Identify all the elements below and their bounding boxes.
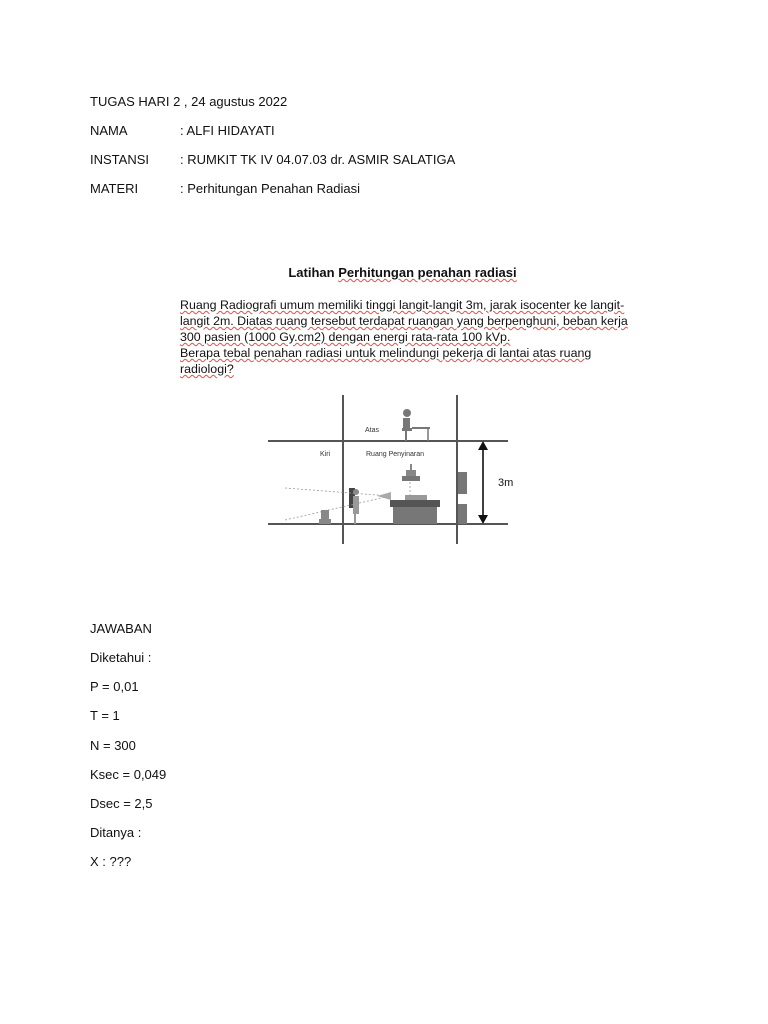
answer-heading: JAWABAN [90,621,152,636]
known-label: Diketahui : [90,650,152,665]
task-title: TUGAS HARI 2 , 24 agustus 2022 [90,94,288,109]
known-item-dsec: Dsec = 2,5 [90,796,153,811]
label-ruang-penyinaran: Ruang Penyinaran [366,451,424,458]
problem-line: radiologi? [180,362,234,376]
control-cabinet-icon [458,472,467,524]
upstairs-worker-icon [402,409,430,441]
exercise-title [180,265,625,281]
problem-line: langit 2m. Diatas ruang tersebut terdapat ruangan yang berpenghuni, beban kerja [180,314,628,328]
known-item-t: T = 1 [90,708,120,723]
problem-line: Berapa tebal penahan radiasi untuk melindungi pekerja di lantai atas ruang [180,346,592,360]
field-value-nama: : ALFI HIDAYATI [180,123,275,138]
room-cross-section-diagram [265,392,525,547]
known-item-ksec: Ksec = 0,049 [90,767,167,782]
label-atas: Atas [365,427,380,434]
field-value-instansi: : RUMKIT TK IV 04.07.03 dr. ASMIR SALATIGA [180,152,456,167]
asked-label: Ditanya : [90,825,142,840]
field-label-materi: MATERI [90,181,139,196]
problem-line: 300 pasien (1000 Gy.cm2) dengan energi rata-rata 100 kVp. [180,330,511,344]
label-height: 3m [498,477,514,489]
exercise-title-prefix: Latihan [288,265,335,280]
problem-line: Ruang Radiografi umum memiliki tinggi langit-langit 3m, jarak isocenter ke langit- [180,298,625,312]
xray-tube-icon [377,464,420,500]
field-value-materi: : Perhitungan Penahan Radiasi [180,181,360,196]
label-kiri: Kiri [320,451,331,458]
field-label-nama: NAMA [90,123,128,138]
height-arrow [478,441,488,524]
asked-item-x: X : ??? [90,854,132,869]
exam-table-icon [390,495,440,524]
field-label-instansi: INSTANSI [90,152,149,167]
known-item-n: N = 300 [90,738,136,753]
problem-statement [180,297,630,377]
known-item-p: P = 0,01 [90,679,139,694]
exercise-title-rest: Perhitungan penahan radiasi [338,265,517,280]
